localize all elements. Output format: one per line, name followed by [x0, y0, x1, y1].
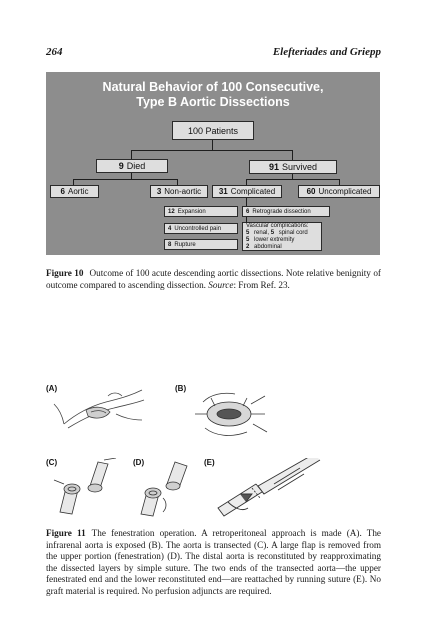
node-count: 6 — [246, 208, 250, 215]
node-expansion — [164, 206, 238, 217]
vascular-line-2 — [246, 237, 294, 244]
node-count: 5 — [270, 229, 275, 236]
node-label: Retrograde dissection — [252, 208, 311, 215]
node-retrograde-dissection — [242, 206, 330, 217]
connector-line — [73, 179, 178, 180]
node-non-aortic — [150, 185, 208, 198]
page-number: 264 — [46, 46, 63, 58]
node-count: 4 — [168, 225, 172, 232]
panel-label: (C) — [46, 458, 58, 467]
figure-11-label: Figure 11 — [46, 528, 86, 538]
connector-line — [131, 150, 132, 159]
aorta-exposed-illustration — [175, 384, 271, 444]
node-heading: Vascular complications: — [246, 222, 309, 229]
node-count: 60 — [306, 187, 316, 196]
node-label: spinal cord — [278, 229, 308, 236]
node-rupture — [164, 239, 238, 250]
figure-11-panel-d — [133, 458, 203, 518]
node-count: 5 — [246, 236, 250, 243]
panel-label: (D) — [133, 458, 145, 467]
node-count: 6 — [60, 187, 65, 196]
node-count: 31 — [218, 187, 228, 196]
node-count: 3 — [156, 187, 162, 196]
node-count: 91 — [268, 162, 279, 172]
flowchart-title-line-2: Type B Aortic Dissections — [136, 95, 290, 109]
figure-10-label: Figure 10 — [46, 268, 84, 278]
figure-10-flowchart — [46, 72, 380, 255]
node-label: 100 Patients — [187, 125, 239, 136]
figure-11-panel-a — [46, 384, 146, 432]
figure-10-caption — [46, 268, 381, 291]
retroperitoneal-approach-illustration — [46, 384, 146, 432]
node-count: 9 — [118, 161, 124, 171]
aorta-transected-illustration — [46, 458, 126, 516]
node-count: 2 — [246, 243, 250, 250]
node-label: lower extremity — [254, 236, 295, 243]
vascular-line-3 — [246, 244, 282, 251]
panel-label: (B) — [175, 384, 187, 393]
reattachment-suture-illustration — [204, 458, 324, 522]
node-uncontrolled-pain — [164, 223, 238, 234]
node-uncomplicated — [298, 185, 380, 198]
flowchart-title-line-1: Natural Behavior of 100 Consecutive, — [102, 80, 324, 94]
connector-line — [246, 179, 340, 180]
figure-11-panel-b — [175, 384, 271, 444]
node-label: abdominal — [254, 243, 282, 250]
running-head: Elefteriades and Griepp — [272, 46, 381, 58]
figure-10-source-text: : From Ref. 23. — [233, 279, 290, 290]
connector-line — [131, 150, 293, 151]
figure-11-caption — [46, 528, 381, 597]
node-label: renal, — [254, 229, 270, 236]
node-label: Expansion — [177, 208, 206, 215]
node-vascular-complications — [242, 222, 322, 251]
node-label: Uncontrolled pain — [174, 225, 222, 232]
node-aortic — [50, 185, 99, 198]
panel-label: (E) — [204, 458, 215, 467]
figure-11-panel-c — [46, 458, 126, 516]
connector-line — [292, 150, 293, 160]
node-label: Uncomplicated — [318, 187, 372, 196]
node-complicated — [212, 185, 282, 198]
node-survived — [249, 160, 337, 174]
node-count: 12 — [168, 208, 175, 215]
figure-10-caption-text: Outcome of 100 acute descending aortic dissections. Note relative benignity of outcome compared to ascending dissection. — [46, 268, 381, 290]
node-label: Died — [126, 161, 146, 171]
node-label: Aortic — [68, 187, 89, 196]
panel-label: (A) — [46, 384, 58, 393]
node-label: Complicated — [230, 187, 276, 196]
node-count: 8 — [168, 241, 172, 248]
flowchart-title — [46, 80, 380, 110]
node-count: 5 — [246, 229, 250, 236]
figure-10-source-label: Source — [208, 279, 234, 290]
node-died — [96, 159, 168, 173]
node-label: Non-aortic — [164, 187, 202, 196]
node-label: Survived — [282, 162, 318, 172]
node-label: Rupture — [174, 241, 196, 248]
figure-11-caption-text: The fenestration operation. A retroperitoneal approach is made (A). The infrarenal aorta is exposed (B). The aorta is transected (C). A large flap is removed from the upper portion (fenestration) (D). The distal aorta is reconstituted by reapproximating the dissected layers by simple suture. The two ends of the transected aorta—the upper fenestrated end and the lower reconstituted end—are reattached by running suture (E). No graft material is required. No perfusion adjuncts are required. — [46, 528, 381, 596]
vascular-line-1 — [246, 230, 308, 237]
figure-11-panel-e — [204, 458, 324, 522]
fenestration-illustration — [133, 458, 203, 518]
node-100-patients — [172, 121, 254, 140]
page-header — [46, 46, 381, 62]
